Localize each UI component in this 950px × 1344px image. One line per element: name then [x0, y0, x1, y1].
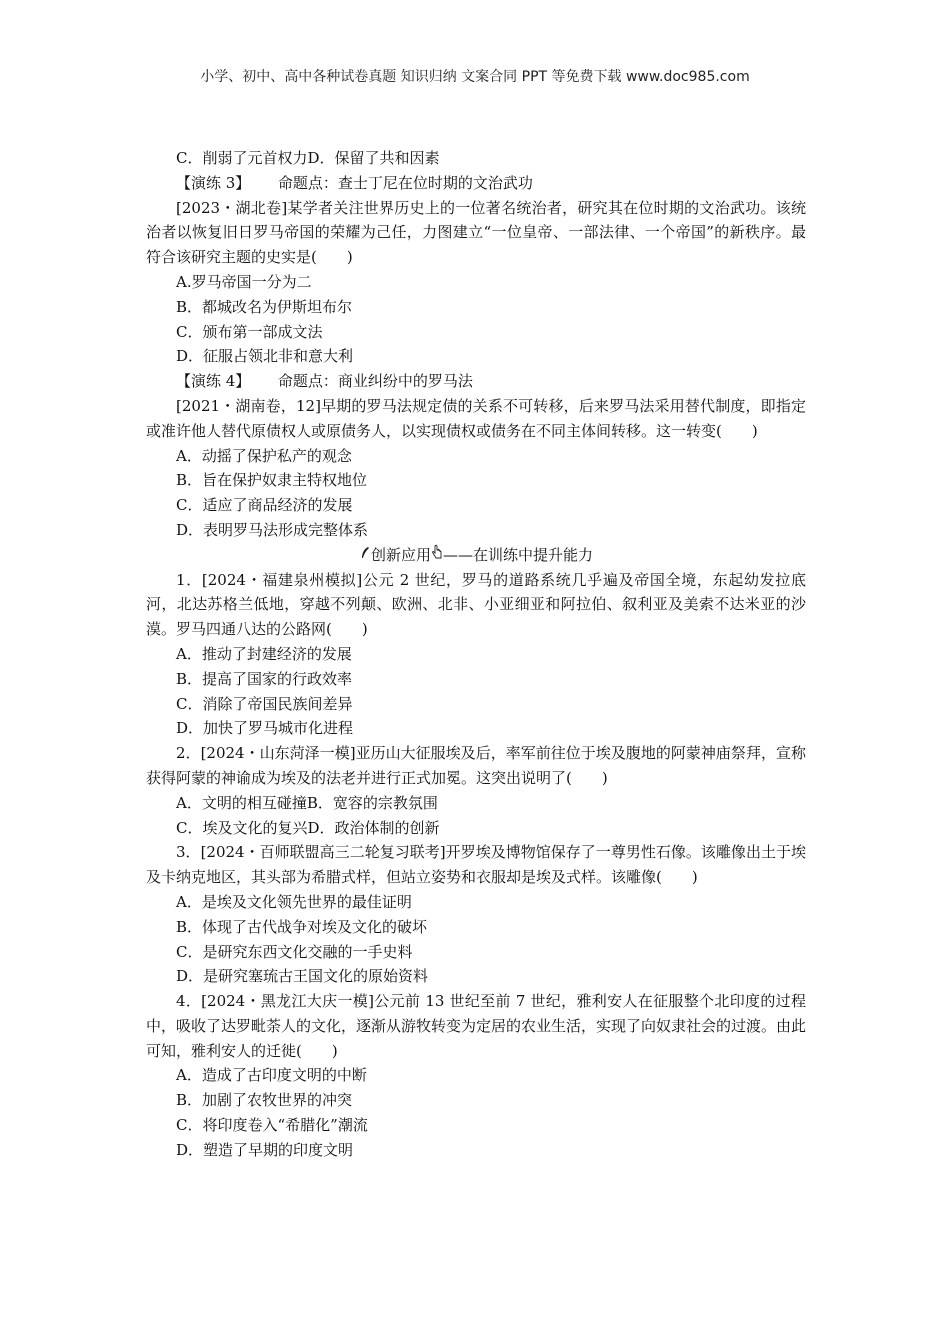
- section-title-a: 创新应用: [370, 545, 431, 564]
- q1-option-b: B．提高了国家的行政效率: [176, 669, 353, 688]
- q3-option-a: A．是埃及文化领先世界的最佳证明: [176, 892, 412, 911]
- prev-question-options-cd: C．削弱了元首权力D．保留了共和因素: [176, 149, 440, 167]
- q3-option-d: D．是研究塞琉古王国文化的原始资料: [176, 967, 429, 986]
- q2-options-cd: C．埃及文化的复兴D．政治体制的创新: [176, 818, 440, 837]
- q2-options-ab: A．文明的相互碰撞B．宽容的宗教氛围: [176, 793, 438, 812]
- q3-option-b: B．体现了古代战争对埃及文化的破坏: [176, 917, 428, 936]
- q4-option-c: C．将印度卷入“希腊化”潮流: [176, 1116, 368, 1135]
- q4-option-b: B．加剧了农牧世界的冲突: [176, 1091, 353, 1110]
- drill4-option-b: B．旨在保护奴隶主特权地位: [176, 471, 368, 490]
- document-body: [146, 146, 806, 1163]
- drill4-topic: 命题点：商业纠纷中的罗马法: [277, 372, 473, 391]
- q4-option-d: D．塑造了早期的印度文明: [176, 1140, 354, 1159]
- quill-icon: [359, 545, 371, 570]
- q3-option-c: C．是研究东西文化交融的一手史料: [176, 942, 413, 961]
- drill4-heading: [146, 369, 806, 394]
- q2-stem: 2．[2024・山东菏泽一模]亚历山大征服埃及后，率军前往位于埃及腹地的阿蒙神庙祭拜，宣称获得阿蒙的神谕成为埃及的法老并进行正式加冕。这突出说明了( ): [146, 744, 806, 787]
- q1-option-d: D．加快了罗马城市化进程: [176, 719, 354, 738]
- section-title-b: ——在训练中提升能力: [443, 545, 594, 564]
- drill3-topic: 命题点：查士丁尼在位时期的文治武功: [277, 173, 533, 192]
- section-title: [146, 543, 806, 568]
- q1-option-a: A．推动了封建经济的发展: [176, 644, 352, 663]
- drill3-option-d: D．征服占领北非和意大利: [176, 347, 354, 366]
- drill3-option-b: B．都城改名为伊斯坦布尔: [176, 297, 353, 316]
- drill3-heading: [146, 171, 806, 196]
- hand-pointer-icon: [431, 544, 443, 570]
- drill3-option-a: A.罗马帝国一分为二: [176, 272, 312, 291]
- drill4-option-c: C．适应了商品经济的发展: [176, 496, 353, 515]
- drill3-option-c: C．颁布第一部成文法: [176, 322, 323, 341]
- q4-option-a: A．造成了古印度文明的中断: [176, 1066, 367, 1085]
- drill3-tag: 【演练 3】: [176, 173, 251, 192]
- drill4-tag: 【演练 4】: [176, 372, 251, 391]
- drill4-option-d: D．表明罗马法形成完整体系: [176, 520, 369, 539]
- drill4-stem: [2021・湖南卷，12]早期的罗马法规定债的关系不可转移，后来罗马法采用替代制度，即指定或准许他人替代原债权人或原债务人，以实现债权或债务在不同主体间转移。这一转变( ): [146, 396, 806, 440]
- drill3-stem: [2023・湖北卷]某学者关注世界历史上的一位著名统治者，研究其在位时期的文治武功。该统治者以恢复旧日罗马帝国的荣耀为己任，力图建立“一位皇帝、一部法律、一个帝国”的新秩序。最符合该研究主题的史实是( ): [146, 198, 806, 267]
- page-header: 小学、初中、高中各种试卷真题 知识归纳 文案合同 PPT 等免费下载 www.doc985.com: [200, 69, 750, 85]
- q4-stem: 4．[2024・黑龙江大庆一模]公元前 13 世纪至前 7 世纪，雅利安人在征服整个北印度的过程中，吸收了达罗毗荼人的文化，逐渐从游牧转变为定居的农业生活，实现了向奴隶社会的过渡。由此可知，雅利安人的迁徙( ): [146, 992, 807, 1060]
- drill4-option-a: A．动摇了保护私产的观念: [176, 446, 352, 465]
- q1-option-c: C．消除了帝国民族间差异: [176, 694, 353, 713]
- q3-stem: 3．[2024・百师联盟高三二轮复习联考]开罗埃及博物馆保存了一尊男性石像。该雕像出土于埃及卡纳克地区，其头部为希腊式样，但站立姿势和衣服却是埃及式样。该雕像( ): [146, 843, 806, 887]
- q1-stem: 1．[2024・福建泉州模拟]公元 2 世纪，罗马的道路系统几乎遍及帝国全境，东起幼发拉底河，北达苏格兰低地，穿越不列颠、欧洲、北非、小亚细亚和阿拉伯、叙利亚及美索不达米亚的沙漠。罗马四通八达的公路网( ): [146, 570, 806, 639]
